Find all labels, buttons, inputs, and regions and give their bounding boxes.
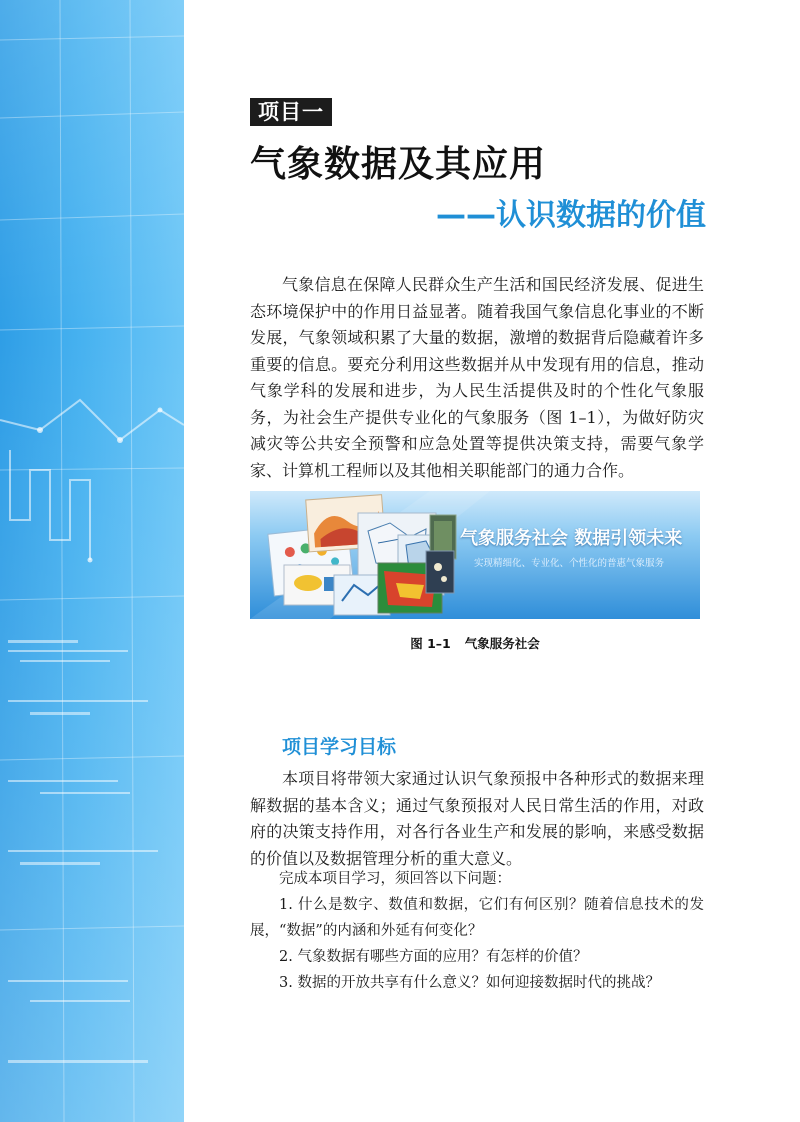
goal-paragraph: 本项目将带领大家通过认识气象预报中各种形式的数据来理解数据的基本含义；通过气象预报对人民日常生活的作用，对政府的决策支持作用，对各行各业生产和发展的影响，来感受数据的价值以及数据管理分析的重大意义。 — [250, 769, 704, 868]
question-list-intro: 完成本项目学习，须回答以下问题： — [279, 871, 511, 887]
list-item: 3. 数据的开放共享有什么意义？如何迎接数据时代的挑战？ — [279, 975, 660, 991]
section-heading: 项目学习目标 — [282, 736, 397, 758]
banner-slogan: 气象服务社会 数据引领未来 — [460, 528, 683, 549]
side-decoration-strip — [0, 0, 184, 1122]
figure-caption — [250, 634, 700, 652]
data-stream-graphic — [0, 0, 184, 1122]
page-subtitle: ——认识数据的价值 — [436, 198, 706, 233]
list-item: 2. 气象数据有哪些方面的应用？有怎样的价值？ — [279, 949, 588, 965]
intro-paragraph: 气象信息在保障人民群众生产生活和国民经济发展、促进生态环境保护中的作用日益显著。随着我国气象信息化事业的不断发展，气象领域积累了大量的数据，激增的数据背后隐藏着许多重要的信息。要充分利用这些数据并从中发现有用的信息，推动气象学科的发展和进步，为人民生活提供及时的个性化气象服务，为社会生产提供专业化的气象服务（图 1–1），为做好防灾减灾等公共安全预警和应急处置等提供决策支持，需要气象学家、计算机工程师以及其他相关职能部门的通力合作。 — [250, 275, 704, 480]
figure-banner — [250, 491, 700, 619]
list-item: 1. 什么是数字、数值和数据，它们有何区别？随着信息技术的发展，“数据”的内涵和外延有何变化？ — [250, 897, 704, 939]
page-title: 气象数据及其应用 — [250, 144, 547, 185]
figure-caption-text: 气象服务社会 — [464, 636, 540, 651]
project-number-tag: 项目一 — [250, 98, 332, 126]
figure-caption-number: 图 1–1 — [410, 636, 451, 651]
question-list — [250, 866, 704, 996]
banner-subslogan: 实现精细化、专业化、个性化的普惠气象服务 — [474, 558, 665, 569]
